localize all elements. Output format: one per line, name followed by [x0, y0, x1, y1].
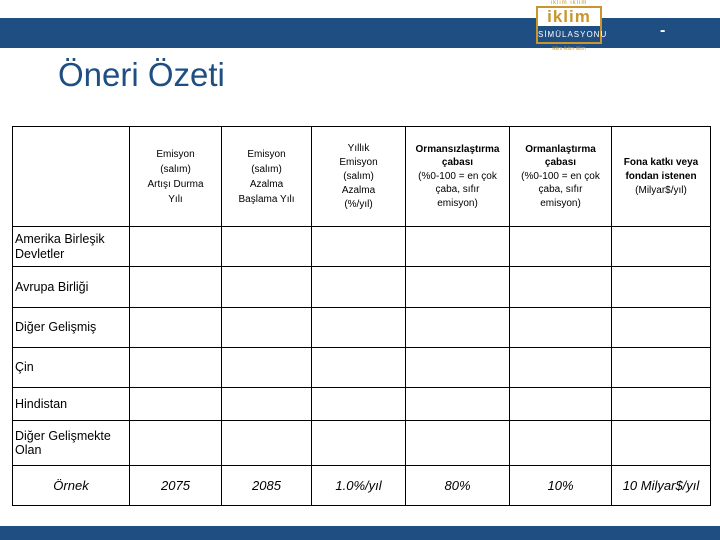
row-label: Diğer Gelişmekte Olan	[13, 421, 130, 466]
table-cell[interactable]	[130, 348, 222, 388]
table-cell[interactable]	[222, 267, 312, 308]
table-cell[interactable]	[612, 308, 711, 348]
summary-table	[12, 126, 711, 506]
example-row	[13, 466, 711, 506]
row-label: Amerika Birleşik Devletler	[13, 227, 130, 267]
table-cell[interactable]	[612, 267, 711, 308]
example-value: 80%	[406, 466, 510, 506]
example-value: 10%	[510, 466, 612, 506]
table-cell[interactable]	[510, 308, 612, 348]
table-cell[interactable]	[222, 421, 312, 466]
table-cell[interactable]	[510, 227, 612, 267]
table-cell[interactable]	[222, 348, 312, 388]
table-row	[13, 421, 711, 466]
logo-top-text: iklim iklim	[550, 0, 588, 6]
table-cell[interactable]	[612, 348, 711, 388]
logo-main-text: iklim	[536, 6, 602, 26]
table-cell[interactable]	[130, 421, 222, 466]
col-header-afforestation: Ormanlaştırma çabası (%0-100 = en çok çaba, sıfır emisyon)	[510, 127, 612, 227]
table-cell[interactable]	[510, 421, 612, 466]
table-cell[interactable]	[406, 267, 510, 308]
row-label: Diğer Gelişmiş	[13, 308, 130, 348]
col-header-deforestation: Ormansızlaştırma çabası (%0-100 = en çok çaba, sıfır emisyon)	[406, 127, 510, 227]
table-cell[interactable]	[222, 227, 312, 267]
col-header-emission-stop-year: Emisyon (salım) Artışı Durma Yılı	[130, 127, 222, 227]
table-cell[interactable]	[130, 227, 222, 267]
table-row	[13, 348, 711, 388]
table-cell[interactable]	[406, 421, 510, 466]
table-row	[13, 267, 711, 308]
table-cell[interactable]	[406, 227, 510, 267]
col-header-annual-reduction: Yıllık Emisyon (salım) Azalma (%/yıl)	[312, 127, 406, 227]
table-cell[interactable]	[312, 421, 406, 466]
table-header-row	[13, 127, 711, 227]
header-bar	[0, 18, 720, 48]
table-cell[interactable]	[612, 227, 711, 267]
table-cell[interactable]	[130, 267, 222, 308]
table-cell[interactable]	[312, 267, 406, 308]
table-cell[interactable]	[406, 348, 510, 388]
row-label: Avrupa Birliği	[13, 267, 130, 308]
footer-bar	[0, 526, 720, 540]
logo	[532, 0, 606, 58]
table-cell[interactable]	[312, 348, 406, 388]
table-cell[interactable]	[222, 308, 312, 348]
table-cell[interactable]	[312, 227, 406, 267]
table-row	[13, 388, 711, 421]
table-cell[interactable]	[406, 388, 510, 421]
table-cell[interactable]	[510, 388, 612, 421]
table-cell[interactable]	[130, 388, 222, 421]
col-header-emission-decline-year: Emisyon (salım) Azalma Başlama Yılı	[222, 127, 312, 227]
table-row	[13, 308, 711, 348]
row-label: Hindistan	[13, 388, 130, 421]
example-value: 2085	[222, 466, 312, 506]
table-cell[interactable]	[612, 388, 711, 421]
table-cell[interactable]	[510, 348, 612, 388]
table-cell[interactable]	[312, 388, 406, 421]
example-value: 1.0%/yıl	[312, 466, 406, 506]
example-value: 10 Milyar$/yıl	[612, 466, 711, 506]
row-label: Çin	[13, 348, 130, 388]
logo-sub-text: SİMÜLASYONU	[536, 26, 602, 44]
header-corner-cell	[13, 127, 130, 227]
col-header-fund: Fona katkı veya fondan istenen (Milyar$/yıl)	[612, 127, 711, 227]
header-dash: -	[660, 22, 666, 39]
example-value: 2075	[130, 466, 222, 506]
table-cell[interactable]	[510, 267, 612, 308]
page-title: Öneri Özeti	[58, 56, 225, 93]
example-label: Örnek	[13, 466, 130, 506]
table-cell[interactable]	[222, 388, 312, 421]
table-cell[interactable]	[312, 308, 406, 348]
table-row	[13, 227, 711, 267]
table-cell[interactable]	[130, 308, 222, 348]
table-cell[interactable]	[406, 308, 510, 348]
logo-tagline: iklim·iklim·iklim	[552, 46, 586, 52]
table-cell[interactable]	[612, 421, 711, 466]
